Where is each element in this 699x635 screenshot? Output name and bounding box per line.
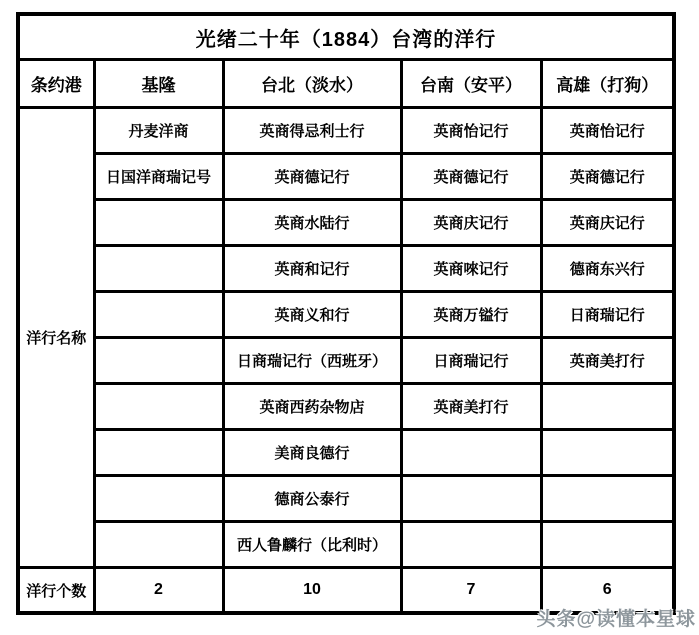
company-cell: 英商和记行	[223, 246, 401, 292]
company-cell: 英商得忌利士行	[223, 108, 401, 154]
table-row	[18, 338, 674, 384]
company-cell	[94, 384, 223, 430]
company-cell: 日商瑞记行（西班牙）	[223, 338, 401, 384]
company-cell: 日国洋商瑞记号	[94, 154, 223, 200]
company-cell: 英商德记行	[223, 154, 401, 200]
title-row	[18, 14, 674, 60]
col-header-tainan: 台南（安平）	[401, 60, 541, 108]
count-cell: 2	[94, 568, 223, 614]
table-row	[18, 108, 674, 154]
company-cell: 日商瑞记行	[541, 292, 674, 338]
company-cell	[541, 384, 674, 430]
company-cell: 英商怡记行	[401, 108, 541, 154]
company-cell: 德商公泰行	[223, 476, 401, 522]
company-cell: 英商义和行	[223, 292, 401, 338]
company-cell	[94, 430, 223, 476]
company-cell	[401, 430, 541, 476]
table-row	[18, 292, 674, 338]
company-cell: 英商德记行	[541, 154, 674, 200]
company-cell: 英商德记行	[401, 154, 541, 200]
company-cell: 英商万镒行	[401, 292, 541, 338]
company-cell	[541, 522, 674, 568]
col-header-gaoxiong: 高雄（打狗）	[541, 60, 674, 108]
table-row	[18, 200, 674, 246]
table-row	[18, 154, 674, 200]
table-row	[18, 522, 674, 568]
foreign-firms-table	[16, 12, 676, 615]
company-cell: 英商西药杂物店	[223, 384, 401, 430]
company-cell	[541, 430, 674, 476]
watermark: 头条@读懂本星球	[536, 609, 696, 630]
count-cell: 10	[223, 568, 401, 614]
company-cell	[94, 522, 223, 568]
count-cell: 6	[541, 568, 674, 614]
company-cell: 日商瑞记行	[401, 338, 541, 384]
company-cell: 英商水陆行	[223, 200, 401, 246]
company-cell: 德商东兴行	[541, 246, 674, 292]
table-row	[18, 384, 674, 430]
company-cell: 英商唻记行	[401, 246, 541, 292]
company-cell	[541, 476, 674, 522]
counts-label: 洋行个数	[18, 568, 94, 614]
company-cell	[401, 522, 541, 568]
company-cell: 英商庆记行	[401, 200, 541, 246]
company-cell	[94, 292, 223, 338]
company-cell: 丹麦洋商	[94, 108, 223, 154]
company-cell	[94, 338, 223, 384]
corner-header: 条约港	[18, 60, 94, 108]
company-cell: 英商怡记行	[541, 108, 674, 154]
company-cell: 英商美打行	[541, 338, 674, 384]
col-header-taipei: 台北（淡水）	[223, 60, 401, 108]
table-row	[18, 476, 674, 522]
count-cell: 7	[401, 568, 541, 614]
row-group-label: 洋行名称	[18, 108, 94, 568]
header-row	[18, 60, 674, 108]
col-header-jilong: 基隆	[94, 60, 223, 108]
table-title: 光绪二十年（1884）台湾的洋行	[18, 14, 674, 60]
table-row	[18, 246, 674, 292]
company-cell: 西人鲁麟行（比利时）	[223, 522, 401, 568]
company-cell: 美商良德行	[223, 430, 401, 476]
company-cell: 英商美打行	[401, 384, 541, 430]
company-cell	[94, 246, 223, 292]
company-cell	[94, 476, 223, 522]
table-row	[18, 430, 674, 476]
company-cell	[94, 200, 223, 246]
company-cell: 英商庆记行	[541, 200, 674, 246]
company-cell	[401, 476, 541, 522]
